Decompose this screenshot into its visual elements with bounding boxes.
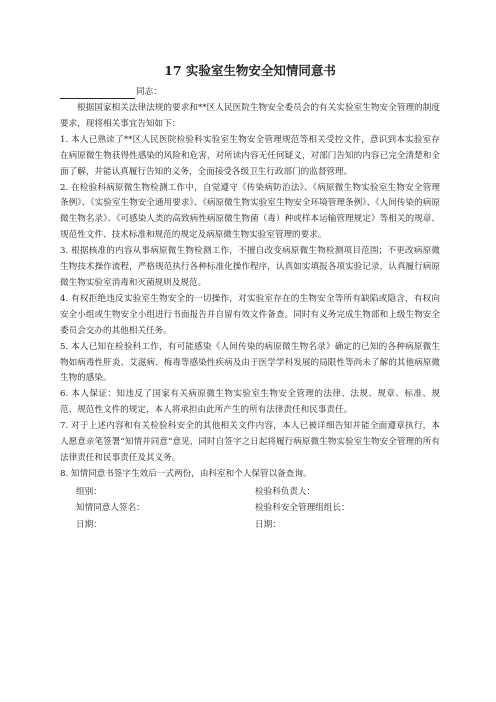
clause-8: 8. 知情同意书签字生效后一式两份，由科室和个人保管以备查询。: [60, 468, 312, 479]
document-page: [60, 62, 440, 533]
clause-7: 7. 对于上述内容和有关检验科安全的其他相关文件内容，本人已被详细告知并能全面遵章执行，本人愿意亲笔签署“知情并同意”意见，同时自签字之日起将履行病原微生物实验室生物安全管理的所有法律责任和民事责任及其义务。: [60, 421, 440, 463]
clause-6: 6. 本人保证：知违反了国家有关病原微生物实验室生物安全管理的法律、法规、规章、标准、规范、规范性文件的规定，本人将承担由此所产生的所有法律责任和民事责任。: [60, 389, 440, 416]
safety-leader-label: 检验科安全管理组组长：: [255, 503, 350, 514]
consenter-signature-label: 知情同意人签名：: [76, 503, 145, 514]
signature-row: [60, 500, 440, 517]
clause-3: 3. 根据核准的内容从事病原微生物检测工作，不擅自改变病原微生物检测项目范围；不更改病原微生物技术操作流程，严格规范执行各种标准化操作程序，认真如实填报各项实验记录，认真履行病原微生物实验室消毒和灭菌规则及规范。: [60, 246, 440, 288]
salutation-suffix: 同志：: [136, 87, 162, 97]
signature-block: [60, 484, 440, 534]
salutation-line: [60, 86, 440, 99]
signature-row: [60, 517, 440, 534]
signature-row: [60, 484, 440, 501]
date-label-left: 日期：: [76, 519, 102, 530]
intro-paragraph: 根据国家相关法律法规的要求和**区人民医院生物安全委员会的有关实验室生物安全管理的制度要求，现将相关事宜告知如下：: [60, 103, 440, 129]
clause-4: 4. 有权拒绝违反实验室生物安全的一切操作，对实验室存在的生物安全等所有缺陷或隐含，有权向安全小组或生物安全小组进行书面报告并自留有效文件备查。同时有义务完成生物部和上级生物安全委员会交办的其他相关任务。: [60, 293, 440, 336]
date-label-right: 日期：: [255, 519, 281, 530]
group-label: 组别：: [76, 486, 102, 497]
name-blank: [60, 89, 135, 99]
document-title: 17 实验室生物安全知情同意书: [164, 63, 336, 78]
lab-head-label: 检验科负责人：: [255, 486, 316, 497]
clause-5: 5. 本人已知在检验科工作，有可能感染《人间传染的病原微生物名录》确定的已知的各种病原微生物如病毒性肝炎、艾滋病、梅毒等感染性疾病及由于医学学科发展的局限性等尚未了解的其他病原微生物的感染。: [60, 341, 440, 384]
clause-2: 2. 在检验科病原微生物检测工作中，自觉遵守《传染病防治法》、《病原微生物实验室生物安全管理条例》、《实验室生物安全通用要求》、《病原微生物实验室生物安全环境管理条例》、《人间传染的病原微生物名录》、《可感染人类的高致病性病原微生物菌（毒）种或样本运输管理规定》等相关的规章、规范性文件、技术标准和规范的规定及病原微生物实验室管理的要求。: [60, 182, 440, 241]
clause-1: 1. 本人已熟读了**区人民医院检验科实验室生物安全管理规范等相关受控文件，意识到本实验室存在病原微生物获得性感染的风险和危害，对所读内容无任何疑义，对部门告知的内容已完全清楚和全面了解，并能认真履行告知的义务，全面接受各级卫生行政部门的监督管理。: [60, 134, 440, 177]
